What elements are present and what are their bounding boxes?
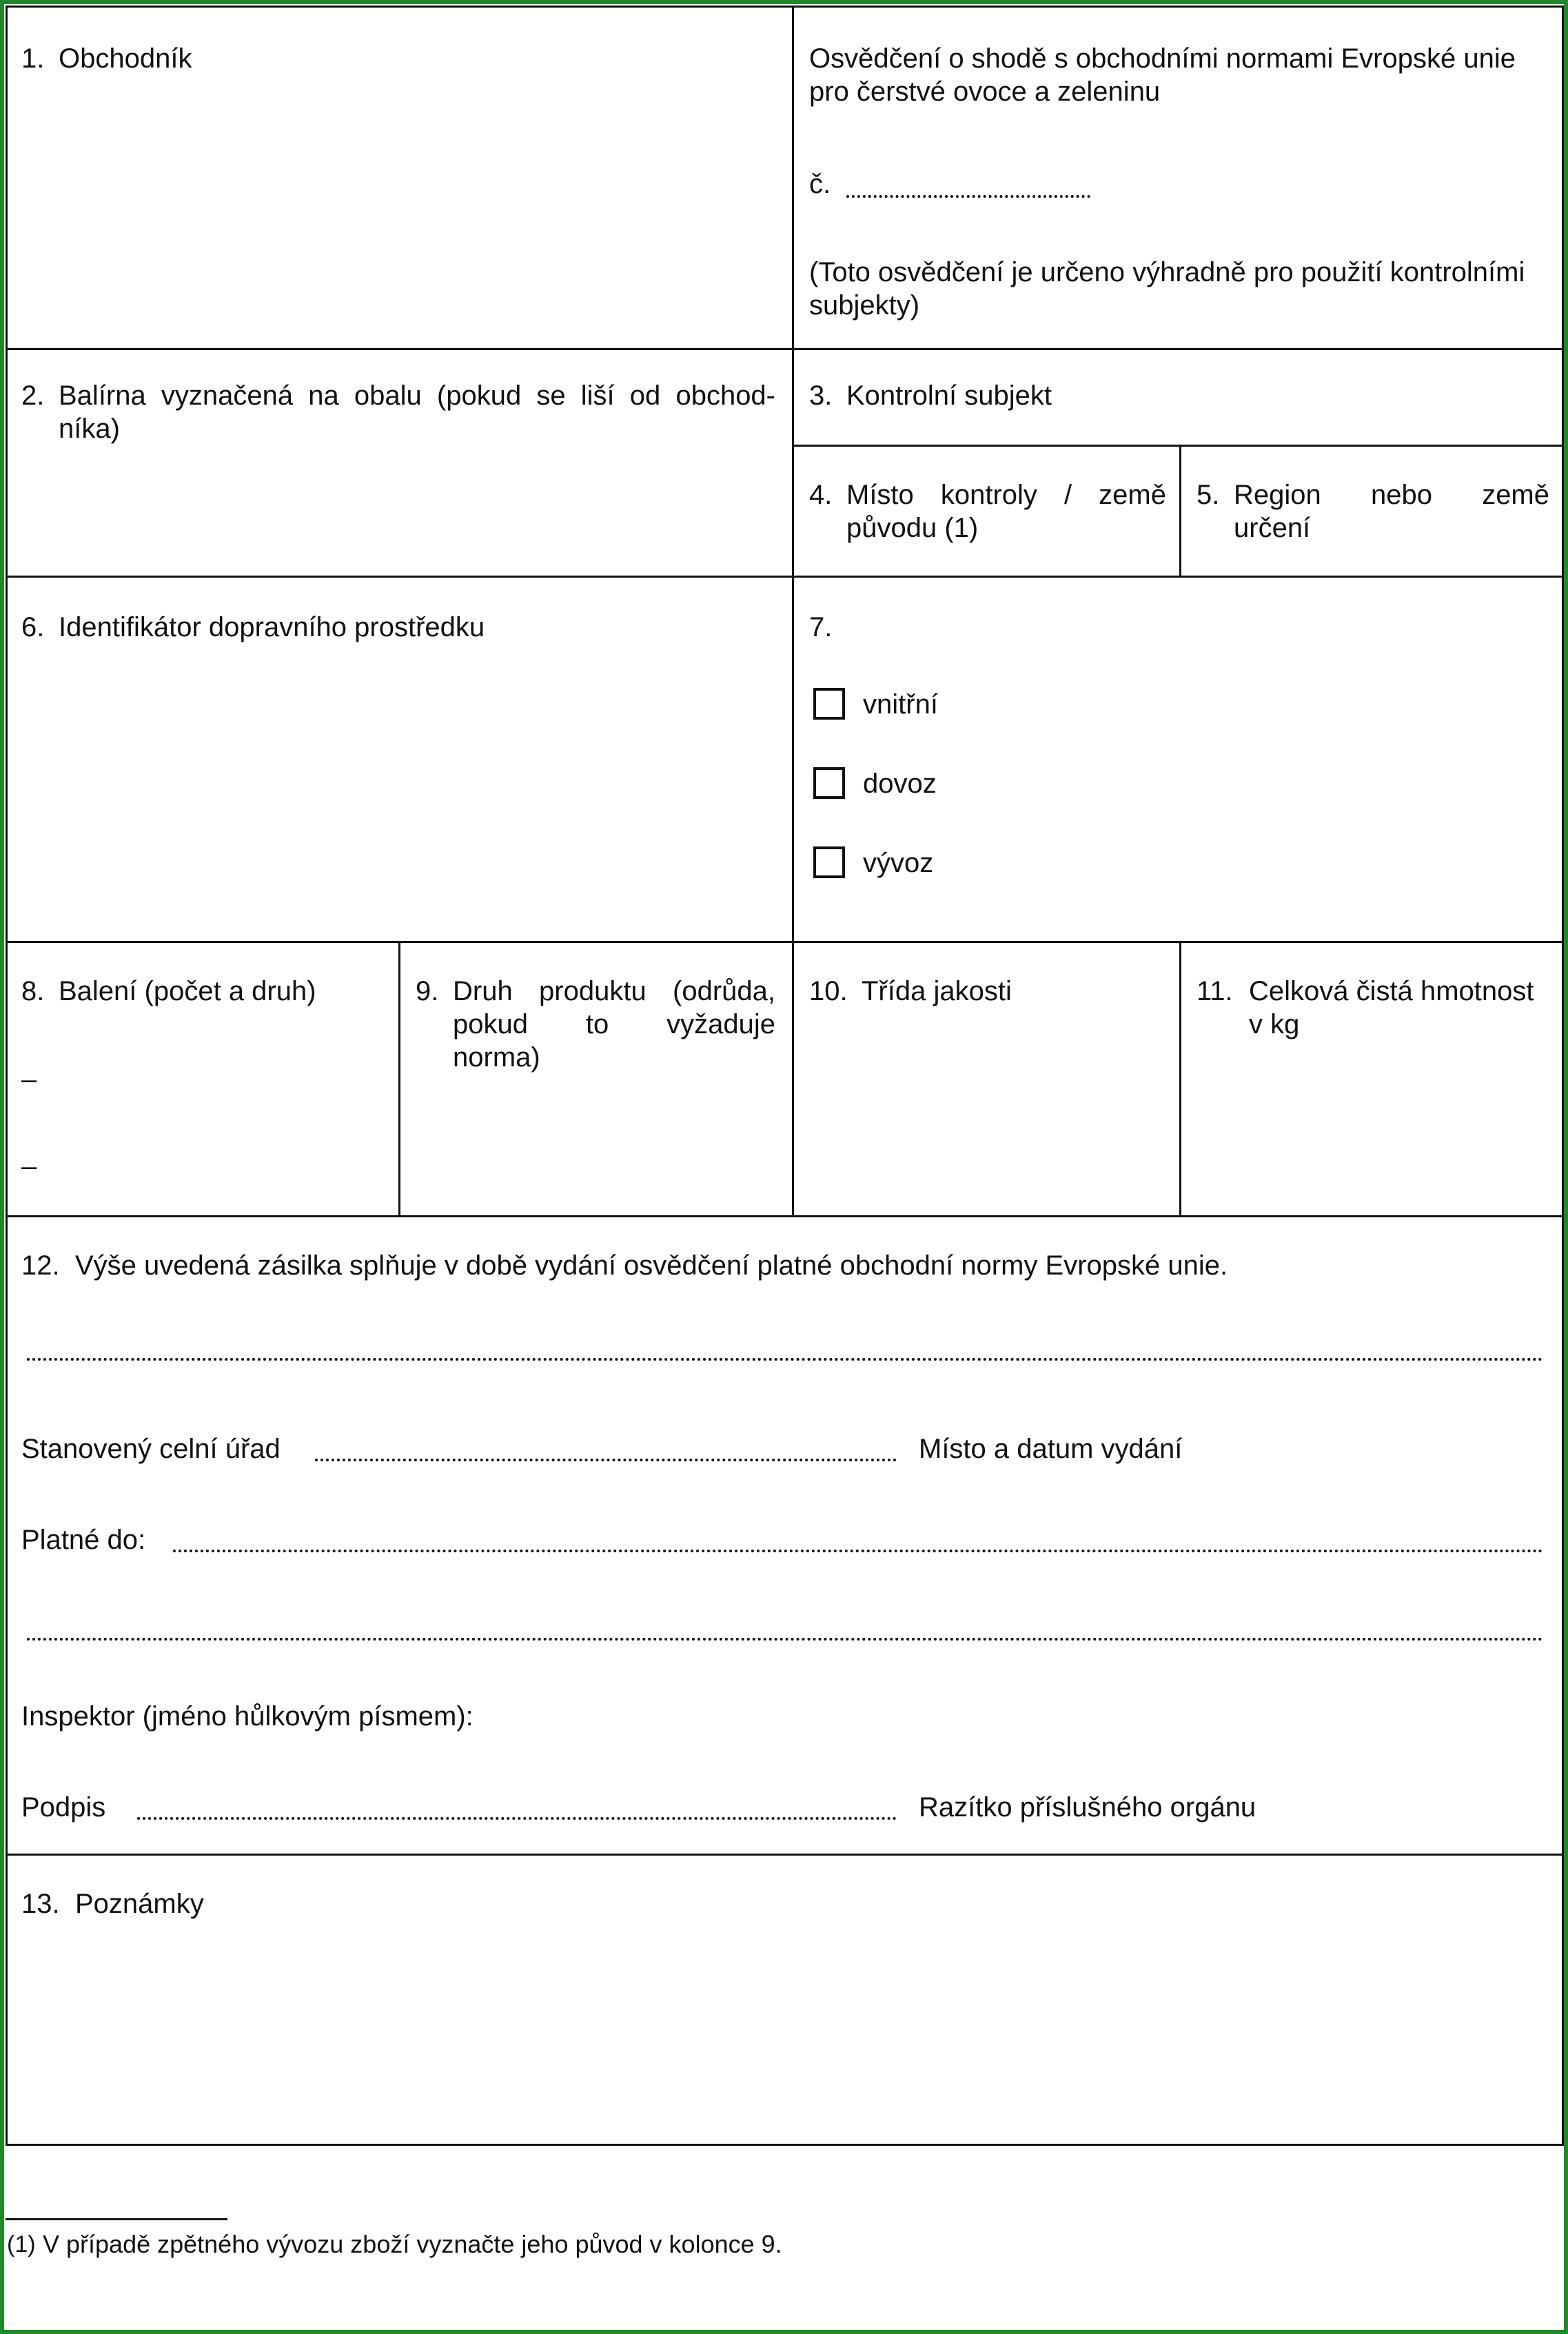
box-7-type	[792, 576, 1564, 944]
box-8-dash-1: –	[21, 1064, 37, 1095]
box-5-label-line2: určení	[1234, 513, 1311, 543]
box-13-number: 13.	[21, 1889, 60, 1919]
valid-until-label: Platné do:	[21, 1525, 146, 1555]
box-4-place-of-inspection[interactable]	[792, 445, 1182, 578]
box-4-number: 4.	[809, 480, 833, 510]
box-3-number: 3.	[809, 380, 833, 411]
box-11-number: 11.	[1197, 976, 1233, 1006]
box-9-label-line3: norma)	[453, 1042, 540, 1073]
place-date-label: Místo a datum vydání	[919, 1434, 1183, 1464]
box-11-net-weight[interactable]	[1179, 941, 1564, 1218]
box-2-label-line1: Balírna vyznačená na obalu (pokud se liší od obchod-	[59, 380, 775, 411]
inspector-label: Inspektor (jméno hůlkovým písmem):	[21, 1701, 474, 1732]
checkbox-import[interactable]	[813, 767, 845, 799]
box-3-control-body[interactable]	[792, 348, 1564, 447]
stamp-label: Razítko příslušného orgánu	[919, 1792, 1256, 1823]
box-8-label: Balení (počet a druh)	[59, 976, 316, 1006]
box-1-number: 1.	[21, 43, 45, 74]
box-4-label-line1: Místo kontroly / země	[846, 480, 1166, 510]
box-7-number: 7.	[809, 612, 833, 642]
box-8-packages[interactable]	[6, 941, 401, 1218]
box-1-label: Obchodník	[59, 43, 192, 74]
box-4-label-line2: původu (1)	[846, 513, 979, 543]
box-2-label-line2: níka)	[59, 414, 120, 444]
box-13-remarks[interactable]	[6, 1854, 1564, 2146]
checkbox-export[interactable]	[813, 846, 845, 878]
box-1-trader[interactable]	[6, 6, 794, 350]
customs-office-dots[interactable]	[315, 1456, 897, 1461]
box-12-number: 12.	[21, 1250, 60, 1281]
box-8-dash-2: –	[21, 1151, 37, 1181]
box-12-conformity	[6, 1215, 1564, 1856]
extra-dotted-line[interactable]	[27, 1635, 1543, 1641]
box-9-label-line1: Druh produktu (odrůda,	[453, 976, 775, 1006]
signature-label: Podpis	[21, 1792, 106, 1823]
certificate-number-label: č.	[809, 169, 831, 199]
certificate-usage-note: (Toto osvědčení je určeno výhradně pro použití kontrolními subjekty)	[809, 257, 1525, 321]
box-5-label-line1: Region nebo země	[1234, 480, 1549, 510]
box-10-number: 10.	[809, 976, 848, 1006]
box-3-label: Kontrolní subjekt	[846, 380, 1052, 411]
certificate-title: Osvědčení o shodě s obchodními normami Evropské unie pro čerstvé ovoce a zeleninu	[809, 43, 1516, 107]
signature-dots[interactable]	[137, 1814, 897, 1820]
footnote-rule	[6, 2218, 227, 2220]
box-6-label: Identifikátor dopravního prostředku	[59, 612, 485, 642]
box-11-label-line1: Celková čistá hmotnost	[1249, 976, 1534, 1006]
box-9-number: 9.	[416, 976, 439, 1006]
statement-dotted-line[interactable]	[27, 1355, 1543, 1361]
customs-office-label: Stanovený celní úřad	[21, 1434, 281, 1464]
footnote-text: V případě zpětného vývozu zboží vyznačte jeho původ v kolonce 9.	[43, 2230, 782, 2258]
box-2-number: 2.	[21, 380, 45, 411]
box-9-label-line2: pokud to vyžaduje	[453, 1009, 775, 1039]
valid-until-dots[interactable]	[173, 1547, 1543, 1552]
box-10-label: Třída jakosti	[862, 976, 1012, 1006]
certificate-form	[6, 6, 1562, 2140]
certificate-number-dots[interactable]	[846, 192, 1090, 198]
option-import-label: dovoz	[863, 769, 937, 799]
box-5-number: 5.	[1197, 480, 1220, 510]
box-6-number: 6.	[21, 612, 45, 642]
option-export-label: vývoz	[863, 848, 934, 878]
box-2-packer[interactable]	[6, 348, 794, 578]
box-12-statement: Výše uvedená zásilka splňuje v době vydání osvědčení platné obchodní normy Evropské unie.	[75, 1250, 1228, 1281]
box-9-product-type[interactable]	[398, 941, 794, 1218]
certificate-header	[792, 6, 1564, 350]
box-13-label: Poznámky	[75, 1889, 204, 1919]
footnote-ref-mark: (1)	[7, 2231, 36, 2257]
option-internal-label: vnitřní	[863, 689, 938, 720]
box-6-transport-id[interactable]	[6, 576, 794, 944]
box-10-quality-class[interactable]	[792, 941, 1182, 1218]
box-5-region-of-destination[interactable]	[1179, 445, 1564, 578]
box-8-number: 8.	[21, 976, 45, 1006]
footnote-ref: (1)	[944, 513, 979, 543]
checkbox-internal[interactable]	[813, 688, 845, 720]
box-11-label-line2: v kg	[1249, 1009, 1300, 1039]
